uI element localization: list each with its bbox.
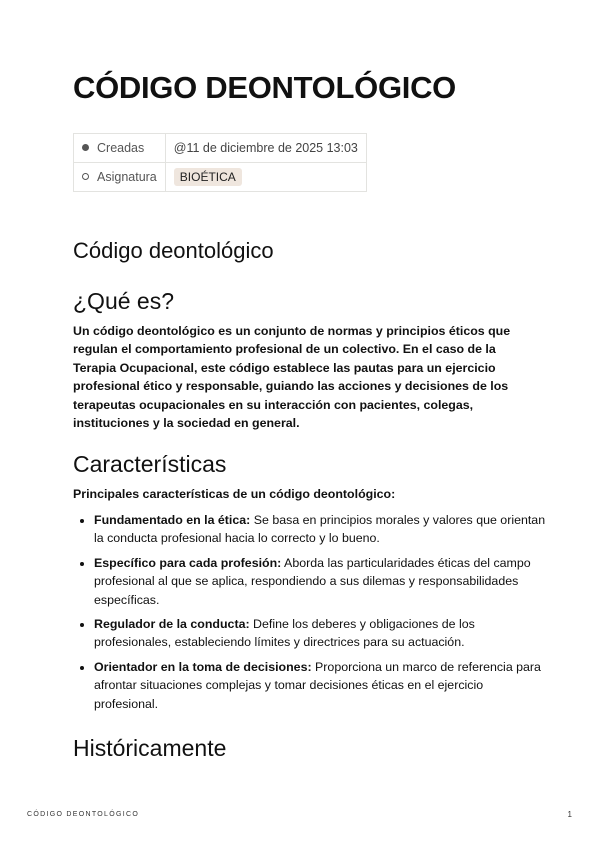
heading-caracteristicas: Características: [73, 451, 227, 477]
clock-icon: [82, 144, 89, 151]
list-item-term: Específico para cada profesión:: [94, 555, 282, 570]
property-key: [74, 134, 166, 163]
list-item-term: Fundamentado en la ética:: [94, 513, 251, 527]
heading-codigo-deontologico: Código deontológico: [73, 238, 274, 263]
property-row-created: [74, 134, 367, 163]
paragraph-que-es: Un código deontológico es un conjunto de normas y principios éticos que regulan el comportamiento profesional de un colectivo. En el caso de la Terapia Ocupacional, este código establece las pautas para un ejercicio profesional ético y responsable, guiando las acciones y decisiones de los terapeutas ocupacionales en su interacción con pacientes, colegas, instituciones y la sociedad en general.: [73, 324, 511, 431]
heading-que-es: ¿Qué es?: [73, 288, 174, 314]
property-key: [74, 163, 166, 192]
footer-title: CÓDIGO DEONTOLÓGICO: [27, 811, 140, 818]
list-item-text: Aborda las particularidades éticas del campo profesional al que se aplica, respondiendo a sus dilemas y responsabilidades específicas.: [94, 555, 531, 607]
property-key-label: Creadas: [97, 141, 145, 155]
list-item: [94, 554, 549, 609]
list-item-text: Se basa en principios morales y valores que orientan la conducta profesional hacia lo correcto y lo bueno.: [94, 513, 546, 546]
property-row-subject: [74, 163, 367, 192]
list-item: [94, 511, 549, 548]
heading-historicamente: Históricamente: [73, 735, 227, 761]
properties-table: [73, 133, 367, 192]
property-value-date[interactable]: @11 de diciembre de 2025 13:03: [165, 134, 366, 163]
select-icon: [82, 173, 89, 180]
property-value-subject[interactable]: [165, 163, 366, 192]
caracteristicas-list: [73, 511, 549, 719]
page-number: 1: [567, 810, 572, 819]
list-item-term: Regulador de la conducta:: [94, 617, 250, 632]
caracteristicas-intro: Principales características de un código deontológico:: [73, 487, 396, 501]
list-item-text: Proporciona un marco de referencia para afrontar situaciones complejas y tomar decisiones éticas en el ejercicio profesional.: [94, 659, 541, 711]
list-item: [94, 658, 549, 713]
list-item-text: Define los deberes y obligaciones de los profesionales, estableciendo límites y directrices para su actuación.: [94, 617, 475, 650]
property-key-label: Asignatura: [97, 170, 157, 184]
list-item-term: Orientador en la toma de decisiones:: [94, 659, 312, 674]
list-item: [94, 615, 549, 652]
page-title: CÓDIGO DEONTOLÓGICO: [73, 70, 456, 105]
subject-tag[interactable]: BIOÉTICA: [174, 168, 242, 186]
